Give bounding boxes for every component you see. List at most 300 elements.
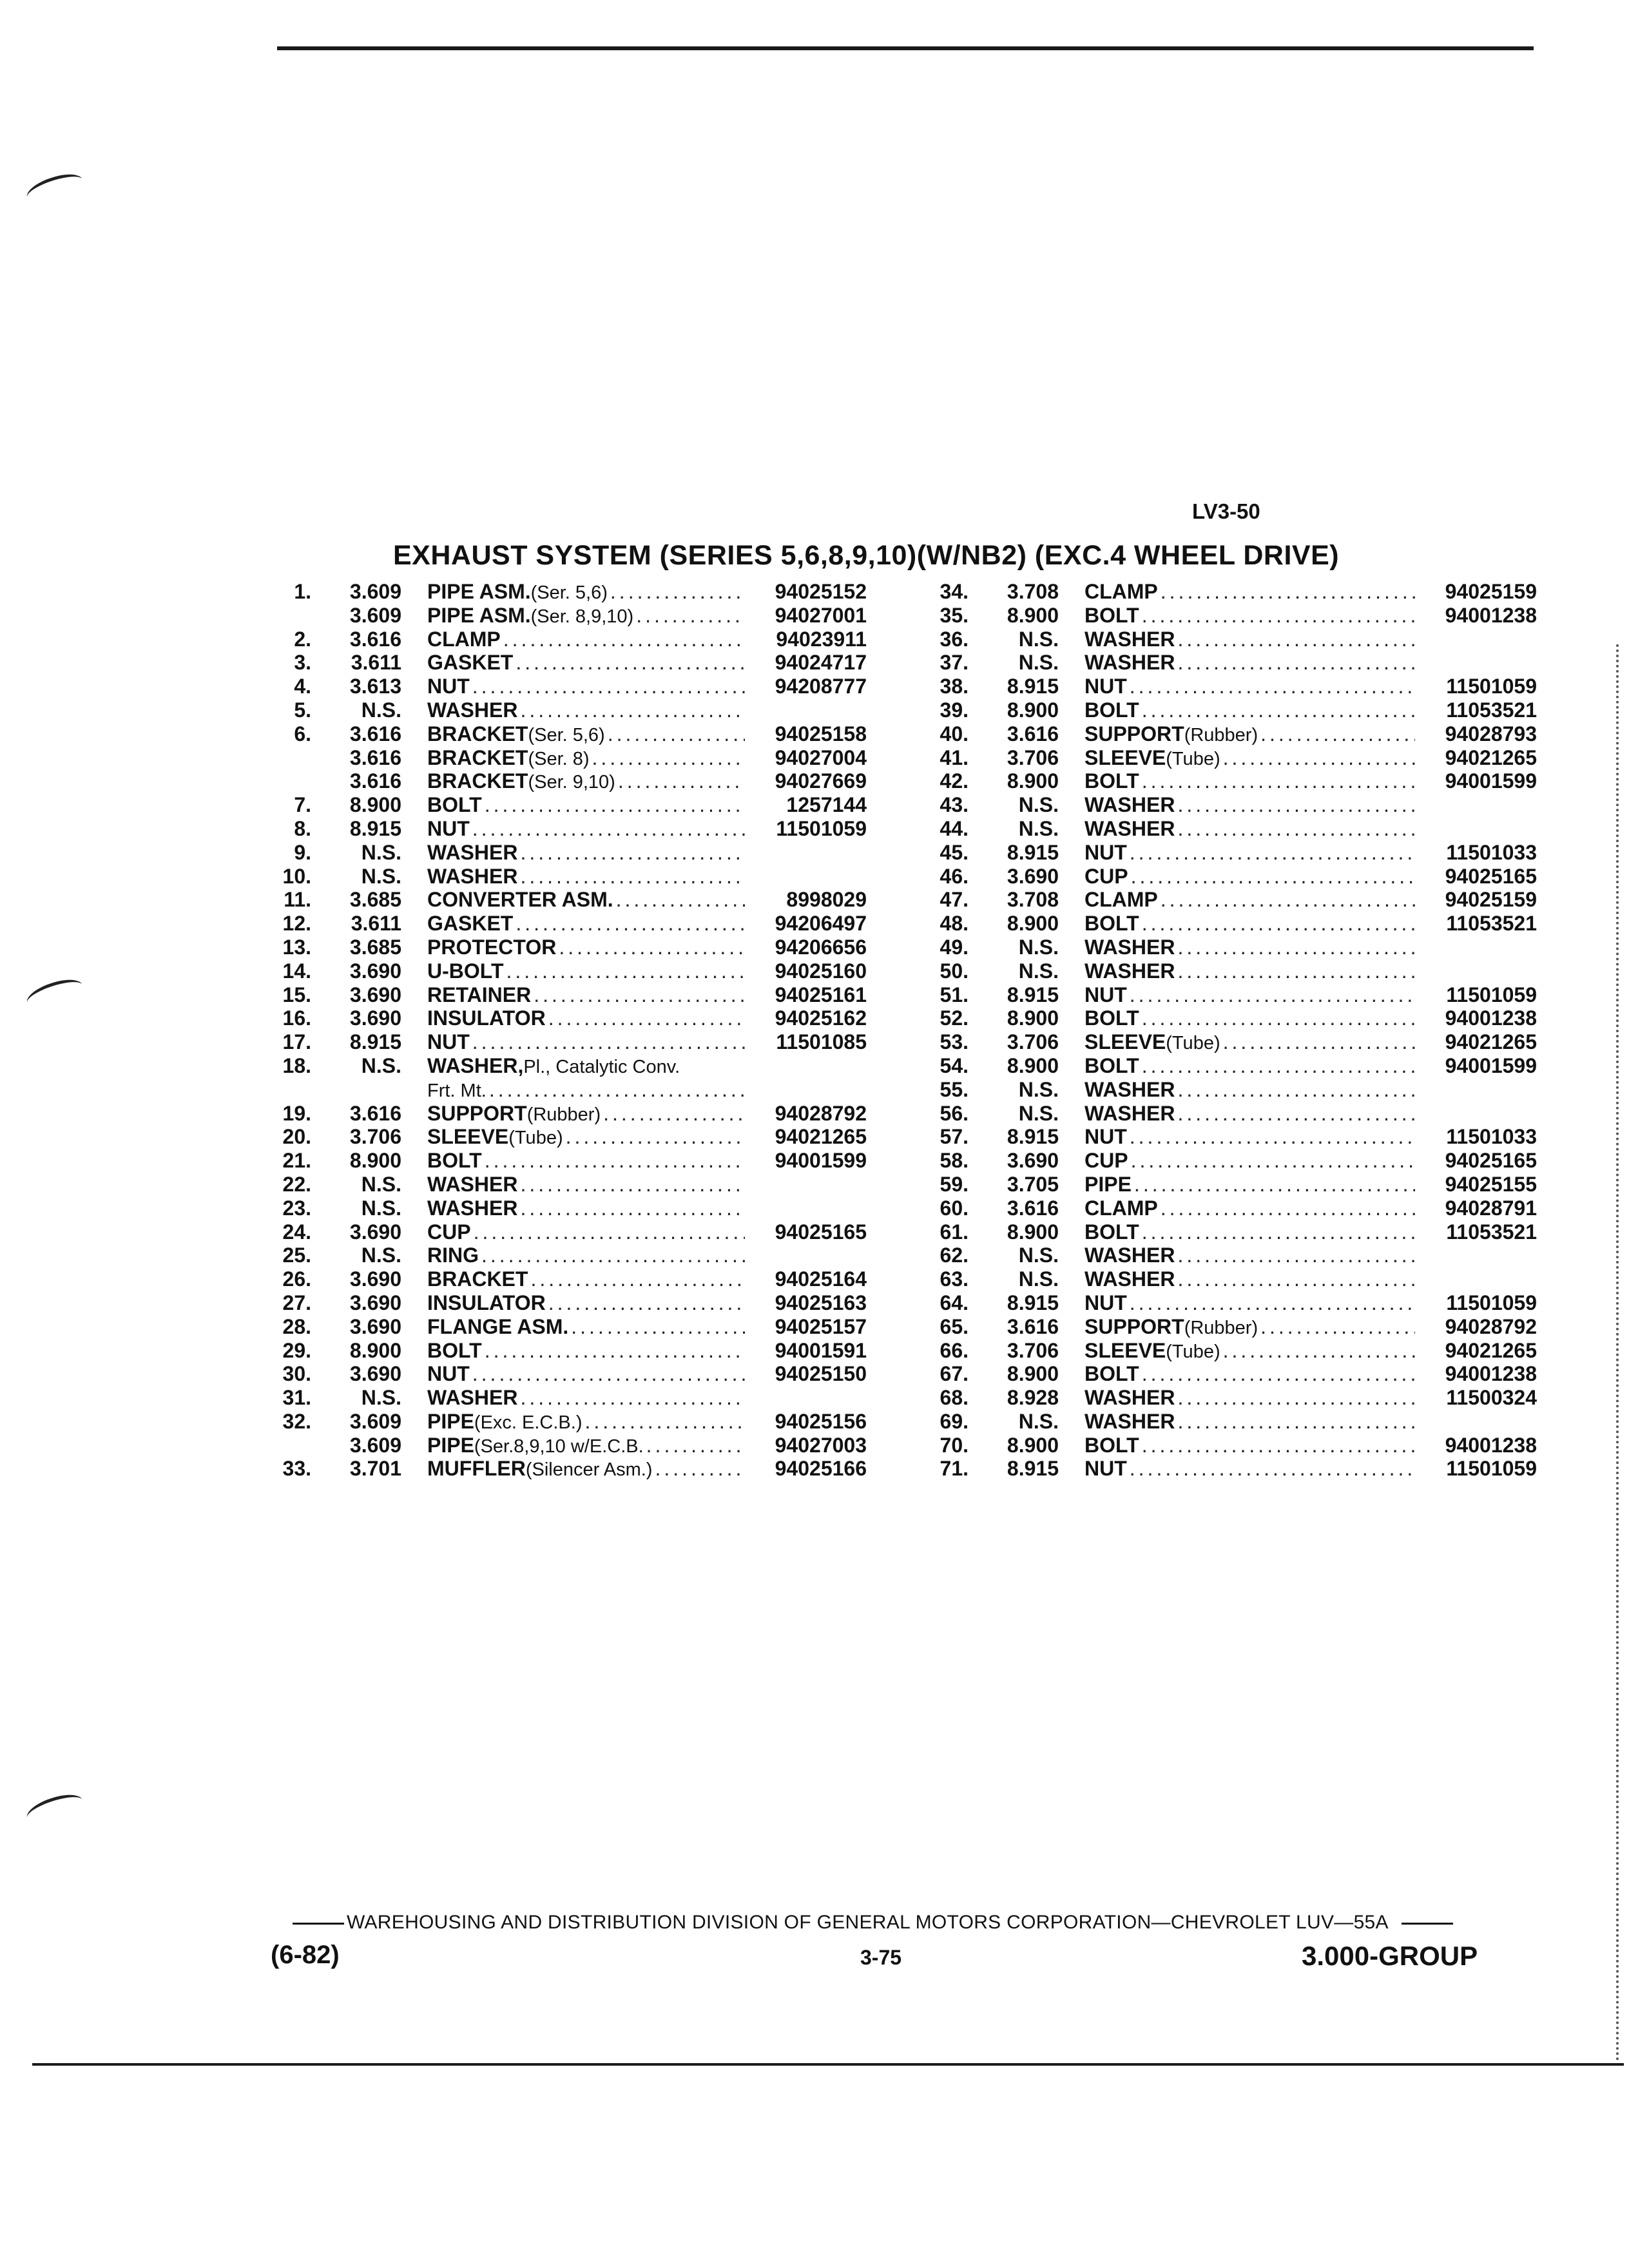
group-number: 3.616: [349, 745, 401, 769]
part-description: [427, 865, 867, 889]
part-description: [427, 1102, 867, 1127]
part-note: (Rubber): [1184, 1317, 1258, 1338]
group-number: 8.915: [1007, 840, 1059, 864]
leader-dots: [1130, 1291, 1415, 1315]
part-description: [1084, 1362, 1537, 1386]
part-row: [918, 1149, 1537, 1173]
part-row: [918, 1244, 1537, 1267]
group-number: 3.690: [349, 959, 401, 983]
footer-dash-right: [1402, 1923, 1453, 1925]
leader-dots: [520, 841, 745, 865]
item-number: 48.: [940, 912, 969, 936]
part-number: 94025150: [775, 1362, 867, 1386]
part-row: [261, 983, 867, 1007]
part-row: [261, 936, 867, 959]
part-description: [427, 936, 867, 959]
group-number: 3.690: [349, 983, 401, 1006]
part-row: [261, 675, 867, 698]
leader-dots: [608, 722, 745, 746]
part-description: [427, 746, 867, 771]
part-name: BOLT: [1084, 1433, 1139, 1457]
leader-dots: [636, 604, 745, 628]
item-number: 33.: [282, 1457, 311, 1481]
leader-dots: [1177, 959, 1415, 983]
group-number: 8.915: [349, 816, 401, 840]
group-number: 8.900: [1007, 1220, 1059, 1244]
part-name: PIPE: [427, 1409, 474, 1433]
part-row: [918, 698, 1537, 722]
part-number: 94027001: [775, 603, 867, 627]
item-number: 61.: [940, 1220, 969, 1244]
part-row: [918, 1078, 1537, 1102]
part-note: (Exc. E.C.B.): [474, 1412, 583, 1433]
part-number: 94025166: [775, 1457, 867, 1481]
part-description: [1084, 793, 1537, 817]
group-number: N.S.: [1018, 935, 1059, 959]
part-description: [1084, 1410, 1537, 1434]
item-number: 67.: [940, 1362, 969, 1386]
group-number: 3.616: [349, 1101, 401, 1125]
leader-dots: [1130, 983, 1415, 1007]
part-number: 11501033: [1446, 840, 1537, 864]
item-number: 20.: [282, 1125, 311, 1149]
part-description: [427, 888, 867, 912]
part-description: [1084, 1173, 1537, 1196]
part-row: [918, 675, 1537, 698]
part-number: 94001238: [1445, 1006, 1537, 1030]
item-number: 2.: [294, 627, 311, 651]
part-name: SUPPORT: [1084, 1314, 1184, 1338]
group-number: 3.611: [351, 912, 401, 936]
item-number: 55.: [940, 1077, 969, 1101]
part-description: [1084, 580, 1537, 604]
leader-dots: [1142, 604, 1415, 628]
part-number: 94025165: [1445, 1149, 1537, 1173]
group-number: N.S.: [1018, 816, 1059, 840]
item-number: 24.: [282, 1220, 311, 1244]
item-number: 11.: [284, 888, 311, 912]
part-name: CUP: [1084, 864, 1128, 888]
group-number: 8.900: [349, 1149, 401, 1173]
footer-page-number: 3-75: [860, 1946, 902, 1969]
part-name: SLEEVE: [1084, 1338, 1166, 1362]
part-description: [427, 1173, 867, 1196]
part-number: 94021265: [775, 1125, 867, 1149]
part-description: [427, 959, 867, 983]
group-number: N.S.: [1018, 1409, 1059, 1433]
item-number: 34.: [940, 580, 969, 603]
item-number: 12.: [282, 912, 311, 936]
part-note: (Tube): [1166, 1033, 1220, 1054]
part-description: [427, 1030, 867, 1054]
group-number: 3.609: [349, 603, 401, 627]
part-description: [427, 651, 867, 675]
leader-dots: [530, 1267, 745, 1291]
part-name: WASHER: [1084, 627, 1175, 651]
part-description: [427, 628, 867, 651]
item-number: 39.: [940, 698, 969, 722]
item-number: 60.: [940, 1196, 969, 1220]
part-description: [1084, 1196, 1537, 1220]
leader-dots: [1161, 1196, 1415, 1220]
leader-dots: [646, 1434, 745, 1457]
part-name: WASHER: [1084, 816, 1175, 840]
part-name: WASHER,: [427, 1053, 524, 1077]
item-number: 47.: [940, 888, 969, 912]
footer-division-text: WAREHOUSING AND DISTRIBUTION DIVISION OF GENERAL MOTORS CORPORATION—CHEVROLET LUV—55A: [347, 1912, 1389, 1933]
group-number: 3.616: [349, 722, 401, 745]
item-number: 41.: [940, 745, 969, 769]
punch-hole-mark: [24, 1789, 86, 1829]
group-number: N.S.: [361, 1172, 401, 1196]
part-number: 94208777: [775, 675, 867, 698]
part-note: Pl., Catalytic Conv.: [523, 1056, 680, 1077]
part-row: [261, 1078, 867, 1102]
part-name: WASHER: [427, 1196, 518, 1220]
leader-dots: [485, 1149, 745, 1173]
part-row: [261, 580, 867, 604]
group-number: N.S.: [1018, 793, 1059, 817]
part-description: [427, 675, 867, 698]
part-description: [427, 1457, 867, 1482]
item-number: 14.: [282, 959, 311, 983]
part-description: [1084, 912, 1537, 936]
part-number: 94025161: [775, 983, 867, 1006]
part-note: (Rubber): [1184, 724, 1258, 745]
part-row: [918, 793, 1537, 817]
group-number: 3.690: [349, 1006, 401, 1030]
part-description: [1084, 1030, 1537, 1055]
group-number: 3.705: [1007, 1172, 1059, 1196]
part-number: 94024717: [775, 651, 867, 675]
leader-dots: [1142, 769, 1415, 793]
part-row: [261, 1149, 867, 1173]
bottom-rule: [32, 2063, 1624, 2066]
part-name: WASHER: [1084, 1267, 1175, 1291]
part-name: BOLT: [1084, 603, 1139, 627]
part-description: [427, 604, 867, 629]
part-description: [1084, 1457, 1537, 1481]
part-name: BOLT: [1084, 769, 1139, 793]
part-number: 94028792: [1445, 1314, 1537, 1338]
part-name: WASHER: [427, 1386, 518, 1410]
part-description: [1084, 888, 1537, 912]
part-name: NUT: [1084, 1457, 1127, 1481]
part-name: BRACKET: [427, 722, 528, 745]
item-number: 59.: [940, 1172, 969, 1196]
leader-dots: [485, 793, 745, 817]
part-name: NUT: [427, 1362, 470, 1386]
part-description: [427, 1006, 867, 1030]
item-number: 56.: [940, 1101, 969, 1125]
part-row: [261, 1054, 867, 1078]
part-number: 94025163: [775, 1291, 867, 1314]
part-row: [918, 1457, 1537, 1481]
leader-dots: [610, 580, 745, 604]
part-row: [918, 1102, 1537, 1126]
leader-dots: [503, 628, 745, 651]
part-row: [918, 983, 1537, 1007]
leader-dots: [1177, 1386, 1415, 1410]
part-number: 94021265: [1445, 1338, 1537, 1362]
leader-dots: [548, 1006, 745, 1030]
part-name: NUT: [427, 816, 470, 840]
leader-dots: [520, 1196, 745, 1220]
part-row: [918, 722, 1537, 746]
part-name: RETAINER: [427, 983, 532, 1006]
part-name: NUT: [1084, 1291, 1127, 1314]
item-number: 57.: [940, 1125, 969, 1149]
part-description: [1084, 1315, 1537, 1340]
part-description: [1084, 604, 1537, 628]
part-name: WASHER: [1084, 935, 1175, 959]
part-name: WASHER: [1084, 1409, 1175, 1433]
part-row: [261, 1196, 867, 1220]
part-row: [261, 912, 867, 936]
item-number: 15.: [282, 983, 311, 1006]
part-description: [1084, 1220, 1537, 1244]
part-description: [1084, 1102, 1537, 1126]
part-row: [918, 628, 1537, 651]
leader-dots: [1131, 1149, 1415, 1173]
leader-dots: [1142, 1220, 1415, 1244]
group-number: 3.690: [349, 1291, 401, 1314]
part-description: [1084, 1339, 1537, 1364]
item-number: 37.: [940, 651, 969, 675]
item-number: 23.: [282, 1196, 311, 1220]
leader-dots: [559, 936, 745, 959]
leader-dots: [1177, 793, 1415, 817]
group-number: 8.900: [1007, 1433, 1059, 1457]
part-description: [427, 1291, 867, 1315]
group-number: 8.900: [1007, 1053, 1059, 1077]
group-number: 3.690: [349, 1267, 401, 1291]
item-number: 29.: [282, 1338, 311, 1362]
part-description: [427, 1220, 867, 1244]
leader-dots: [1177, 1267, 1415, 1291]
part-description: [427, 1339, 867, 1363]
part-name: NUT: [427, 1030, 470, 1054]
part-note: (Ser. 5,6): [530, 582, 608, 603]
leader-dots: [1142, 1362, 1415, 1386]
leader-dots: [506, 959, 745, 983]
part-name: PIPE: [427, 1433, 474, 1457]
part-name: BOLT: [1084, 1362, 1139, 1386]
item-number: 52.: [940, 1006, 969, 1030]
item-number: 27.: [282, 1291, 311, 1314]
part-description: [427, 769, 867, 794]
part-row: [261, 651, 867, 675]
part-row: [918, 1315, 1537, 1339]
part-name: CLAMP: [427, 627, 501, 651]
part-name: WASHER: [1084, 1101, 1175, 1125]
part-name: WASHER: [427, 840, 518, 864]
part-row: [261, 628, 867, 651]
part-row: [261, 1125, 867, 1149]
part-name: BRACKET: [427, 1267, 528, 1291]
leader-dots: [1161, 888, 1415, 912]
part-name: CUP: [427, 1220, 471, 1244]
part-description: [1084, 1006, 1537, 1030]
punch-hole-mark: [24, 974, 86, 1014]
leader-dots: [474, 1220, 745, 1244]
part-name: SUPPORT: [1084, 722, 1184, 745]
part-name: BRACKET: [427, 745, 528, 769]
part-description: [427, 817, 867, 841]
part-number: 11501085: [776, 1030, 867, 1054]
part-name: FLANGE ASM.: [427, 1314, 569, 1338]
part-row: [261, 1457, 867, 1481]
item-number: 8.: [294, 816, 311, 840]
item-number: 62.: [940, 1244, 969, 1267]
part-name: U-BOLT: [427, 959, 504, 983]
part-row: [261, 1244, 867, 1267]
part-number: 1257144: [786, 793, 867, 817]
item-number: 36.: [940, 627, 969, 651]
part-name: CUP: [1084, 1149, 1128, 1173]
leader-dots: [516, 912, 745, 936]
part-name: NUT: [427, 675, 470, 698]
leader-dots: [1130, 675, 1415, 698]
group-number: 8.928: [1007, 1386, 1059, 1410]
part-row: [261, 1267, 867, 1291]
part-row: [261, 1410, 867, 1434]
part-row: [918, 959, 1537, 983]
item-number: 71.: [940, 1457, 969, 1481]
part-name: NUT: [1084, 1125, 1127, 1149]
leader-dots: [1142, 912, 1415, 936]
part-description: [427, 841, 867, 865]
leader-dots: [534, 983, 745, 1007]
group-number: N.S.: [361, 698, 401, 722]
part-description: [1084, 936, 1537, 959]
part-description: [427, 1434, 867, 1459]
leader-dots: [1130, 841, 1415, 865]
part-note: (Ser. 8): [528, 748, 590, 769]
part-row: [261, 959, 867, 983]
part-name: BRACKET: [427, 769, 528, 793]
item-number: 17.: [282, 1030, 311, 1054]
group-number: 3.706: [1007, 745, 1059, 769]
group-number: N.S.: [361, 864, 401, 888]
part-row: [918, 888, 1537, 912]
item-number: 10.: [282, 864, 311, 888]
part-description: [1084, 1125, 1537, 1149]
group-number: N.S.: [1018, 627, 1059, 651]
part-number: 11053521: [1446, 698, 1537, 722]
part-row: [918, 1196, 1537, 1220]
part-number: 94028791: [1445, 1196, 1537, 1220]
leader-dots: [616, 888, 745, 912]
part-number: 94027669: [775, 769, 867, 793]
part-description: [1084, 1054, 1537, 1078]
group-number: 8.900: [349, 1338, 401, 1362]
item-number: 30.: [282, 1362, 311, 1386]
item-number: 6.: [294, 722, 311, 745]
part-row: [261, 1386, 867, 1410]
group-number: N.S.: [1018, 959, 1059, 983]
leader-dots: [1177, 1102, 1415, 1126]
part-note: (Ser.8,9,10 w/E.C.B.: [474, 1436, 644, 1457]
part-note: (Tube): [1166, 748, 1220, 769]
leader-dots: [472, 817, 745, 841]
part-row: [261, 1173, 867, 1196]
part-row: [918, 1220, 1537, 1244]
top-rule: [277, 46, 1534, 50]
group-number: N.S.: [361, 1386, 401, 1410]
part-description: [1084, 628, 1537, 651]
group-number: N.S.: [1018, 651, 1059, 675]
item-number: 68.: [940, 1386, 969, 1410]
part-name: BOLT: [427, 1338, 482, 1362]
item-number: 7.: [294, 793, 311, 817]
scan-edge: [1616, 644, 1621, 2062]
group-number: 3.616: [349, 769, 401, 793]
part-row: [918, 1030, 1537, 1054]
group-number: 3.616: [349, 627, 401, 651]
parts-column-right: [918, 580, 1537, 1481]
part-description: [1084, 983, 1537, 1007]
part-number: 94023911: [776, 627, 867, 651]
part-name: BOLT: [1084, 1053, 1139, 1077]
item-number: 54.: [940, 1053, 969, 1077]
group-number: 8.900: [1007, 1006, 1059, 1030]
part-name: NUT: [1084, 675, 1127, 698]
part-name: PIPE ASM.: [427, 580, 531, 603]
item-number: 70.: [940, 1433, 969, 1457]
parts-column-left: [261, 580, 867, 1481]
part-name: BOLT: [1084, 912, 1139, 936]
part-row: [918, 1434, 1537, 1457]
leader-dots: [1223, 1030, 1415, 1054]
part-description: [1084, 1244, 1537, 1267]
part-number: 94025162: [775, 1006, 867, 1030]
item-number: 5.: [294, 698, 311, 722]
leader-dots: [585, 1410, 746, 1434]
leader-dots: [520, 1173, 745, 1196]
part-description: [1084, 1291, 1537, 1315]
leader-dots: [548, 1291, 745, 1315]
part-row: [918, 1339, 1537, 1363]
part-name: CONVERTER ASM.: [427, 888, 613, 912]
part-name: GASKET: [427, 912, 514, 936]
leader-dots: [592, 746, 745, 770]
part-row: [918, 1291, 1537, 1315]
part-name: CLAMP: [1084, 888, 1158, 912]
part-name: SLEEVE: [427, 1125, 509, 1149]
leader-dots: [516, 651, 745, 675]
group-number: N.S.: [361, 1053, 401, 1077]
part-description: [427, 698, 867, 722]
part-name: SLEEVE: [1084, 1030, 1166, 1054]
punch-hole-mark: [24, 169, 86, 208]
part-description: [1084, 746, 1537, 771]
part-name: BOLT: [1084, 1220, 1139, 1244]
group-number: N.S.: [1018, 1077, 1059, 1101]
part-name: WASHER: [1084, 1244, 1175, 1267]
leader-dots: [1177, 1244, 1415, 1267]
page-title: EXHAUST SYSTEM (SERIES 5,6,8,9,10)(W/NB2) (EXC.4 WHEEL DRIVE): [393, 540, 1340, 571]
part-number: 11501033: [1446, 1125, 1537, 1149]
group-number: 8.915: [1007, 983, 1059, 1006]
part-name: SUPPORT: [427, 1101, 527, 1125]
group-number: 3.685: [349, 935, 401, 959]
part-name: WASHER: [1084, 1077, 1175, 1101]
part-name: WASHER: [427, 864, 518, 888]
part-description: [427, 1410, 867, 1435]
group-number: 3.609: [349, 1409, 401, 1433]
part-row: [918, 865, 1537, 889]
